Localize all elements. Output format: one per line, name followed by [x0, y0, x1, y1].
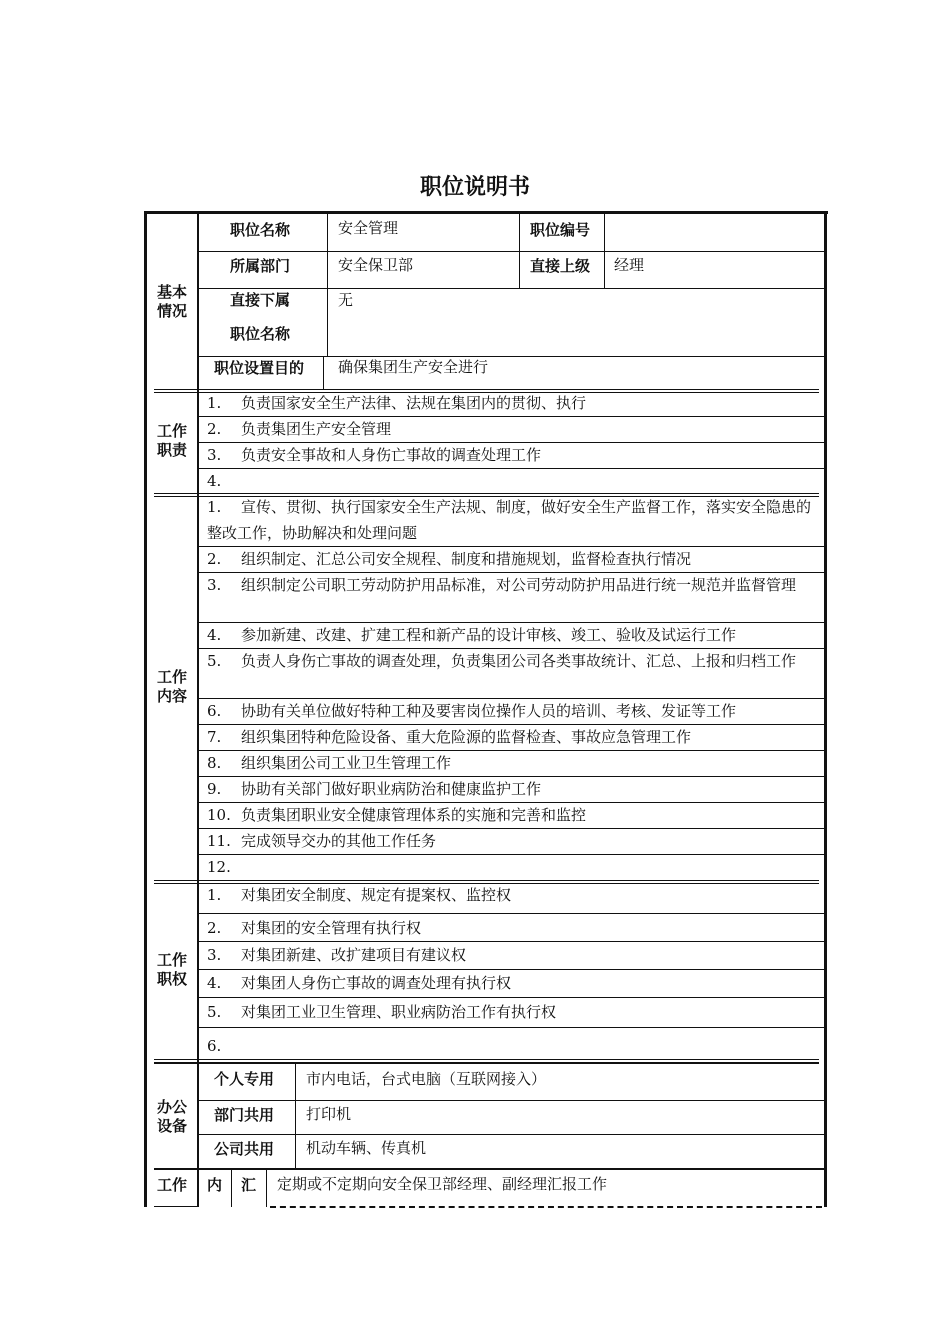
list-item: 3. 对集团新建、改扩建项目有建议权 [207, 946, 467, 964]
list-item: 7. 组织集团特种危险设备、重大危险源的监督检查、事故应急管理工作 [207, 728, 692, 746]
section-label-duties: 工作职责 [156, 422, 187, 459]
section-label-equipment: 办公设备 [156, 1098, 187, 1135]
list-item: 9. 协助有关部门做好职业病防治和健康监护工作 [207, 780, 542, 798]
purpose-value: 确保集团生产安全进行 [338, 358, 489, 376]
department-value: 安全保卫部 [338, 256, 414, 274]
section-label-relations: 工作 [156, 1176, 187, 1194]
relations-sub-label-1: 内 [207, 1176, 223, 1194]
list-item: 2. 负责集团生产安全管理 [207, 420, 392, 438]
list-item: 1. 对集团安全制度、规定有提案权、监控权 [207, 886, 512, 904]
list-item: 3. 负责安全事故和人身伤亡事故的调查处理工作 [207, 446, 542, 464]
section-label-authority: 工作职权 [156, 951, 187, 988]
section-label-content: 工作内容 [156, 668, 187, 705]
list-item: 4. 对集团人身伤亡事故的调查处理有执行权 [207, 974, 512, 992]
list-item: 5. 对集团工业卫生管理、职业病防治工作有执行权 [207, 1003, 557, 1021]
dashed-divider [270, 1206, 822, 1208]
position-code-label: 职位编号 [530, 221, 591, 239]
section-label-basic: 基本情况 [156, 283, 187, 320]
list-item: 12. [207, 858, 231, 876]
supervisor-value: 经理 [614, 256, 645, 274]
personal-equipment-label: 个人专用 [214, 1070, 275, 1088]
company-equipment-value: 机动车辆、传真机 [306, 1139, 427, 1157]
supervisor-label: 直接上级 [530, 257, 591, 275]
dept-equipment-value: 打印机 [306, 1105, 352, 1123]
list-item: 6. [207, 1037, 222, 1055]
list-item: 3. 组织制定公司职工劳动防护用品标准，对公司劳动防护用品进行统一规范并监督管理 [207, 576, 797, 594]
personal-equipment-value: 市内电话，台式电脑（互联网接入） [306, 1070, 547, 1088]
relations-text: 定期或不定期向安全保卫部经理、副经理汇报工作 [277, 1175, 608, 1193]
list-item: 1. 负责国家安全生产法律、法规在集团内的贯彻、执行 [207, 394, 587, 412]
relations-sub-label-2: 汇 [241, 1176, 257, 1194]
list-item: 6. 协助有关单位做好特种工种及要害岗位操作人员的培训、考核、发证等工作 [207, 702, 737, 720]
list-item: 11. 完成领导交办的其他工作任务 [207, 832, 437, 850]
dept-equipment-label: 部门共用 [214, 1106, 275, 1124]
company-equipment-label: 公司共用 [214, 1140, 275, 1158]
subordinate-value: 无 [338, 291, 354, 309]
subordinate-label-2: 职位名称 [230, 325, 291, 343]
list-item: 1. 宣传、贯彻、执行国家安全生产法规、制度，做好安全生产监督工作，落实安全隐患的整改工作，协助解决和处理问题 [207, 498, 812, 542]
list-item: 5. 负责人身伤亡事故的调查处理，负责集团公司各类事故统计、汇总、上报和归档工作 [207, 652, 797, 670]
document-title: 职位说明书 [419, 175, 530, 200]
list-item: 2. 对集团的安全管理有执行权 [207, 919, 422, 937]
list-item: 8. 组织集团公司工业卫生管理工作 [207, 754, 452, 772]
list-item: 2. 组织制定、汇总公司安全规程、制度和措施规划，监督检查执行情况 [207, 550, 692, 568]
list-item: 4. [207, 472, 222, 490]
list-item: 10. 负责集团职业安全健康管理体系的实施和完善和监控 [207, 806, 587, 824]
department-label: 所属部门 [230, 257, 291, 275]
list-item: 4. 参加新建、改建、扩建工程和新产品的设计审核、竣工、验收及试运行工作 [207, 626, 737, 644]
position-name-label: 职位名称 [230, 221, 291, 239]
purpose-label: 职位设置目的 [214, 359, 305, 377]
position-name-value: 安全管理 [338, 219, 399, 237]
subordinate-label: 直接下属 [230, 291, 291, 309]
